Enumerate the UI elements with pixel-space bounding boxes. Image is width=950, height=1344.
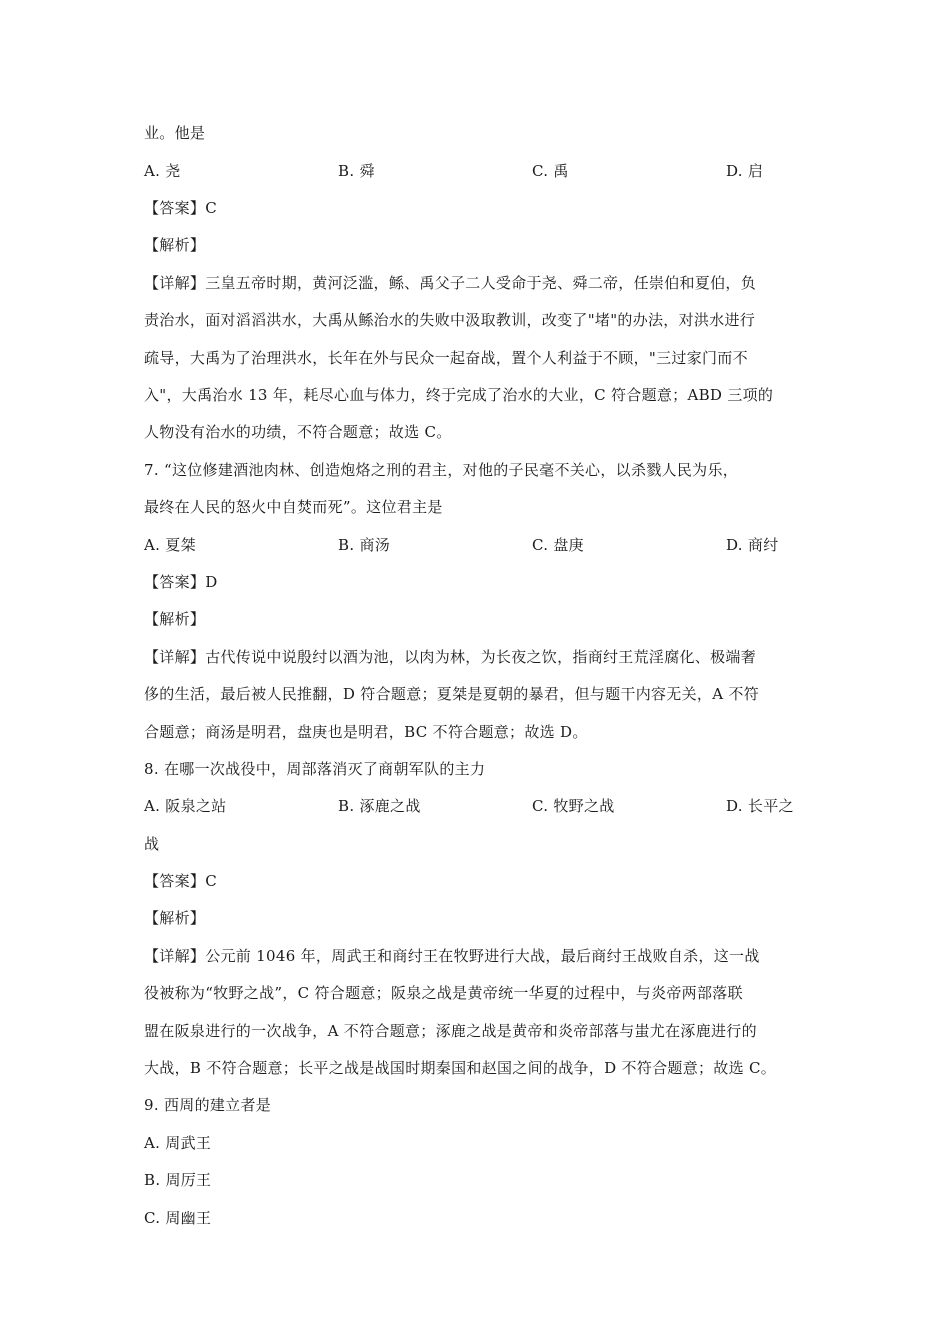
question-7: 7. “这位修建酒池肉林、创造炮烙之刑的君主，对他的子民毫不关心，以杀戮人民为乐， xyxy=(144,461,739,479)
options-row-q6 xyxy=(144,159,814,196)
option-a: A. 阪泉之站 xyxy=(144,797,227,815)
option-b: B. 周厉王 xyxy=(144,1171,212,1189)
text-line: 大战，B 不符合题意；长平之战是战国时期秦国和赵国之间的战争，D 不符合题意；故选 C。 xyxy=(144,1059,777,1077)
answer-line: 【答案】C xyxy=(144,872,217,890)
text-line: 业。他是 xyxy=(144,124,206,142)
analysis-label: 【解析】 xyxy=(144,909,206,927)
text-line: 入"，大禹治水 13 年，耗尽心血与体力，终于完成了治水的大业，C 符合题意；ABD 三项的 xyxy=(144,386,774,404)
text-line: 合题意；商汤是明君，盘庚也是明君，BC 不符合题意；故选 D。 xyxy=(144,723,588,741)
option-d: D. 商纣 xyxy=(726,536,779,554)
text-line: 人物没有治水的功绩，不符合题意；故选 C。 xyxy=(144,423,452,441)
text-line: 疏导，大禹为了治理洪水，长年在外与民众一起奋战，置个人利益于不顾，"三过家门而不 xyxy=(144,349,748,367)
option-b: B. 舜 xyxy=(338,162,375,180)
text-line: 役被称为“牧野之战”，C 符合题意；阪泉之战是黄帝统一华夏的过程中，与炎帝两部落联 xyxy=(144,984,743,1002)
option-c: C. 牧野之战 xyxy=(532,797,615,815)
text-line: 侈的生活，最后被人民推翻，D 符合题意；夏桀是夏朝的暴君，但与题干内容无关，A 不符 xyxy=(144,685,759,703)
question-8: 8. 在哪一次战役中，周部落消灭了商朝军队的主力 xyxy=(144,760,486,778)
option-a: A. 夏桀 xyxy=(144,536,196,554)
question-9: 9. 西周的建立者是 xyxy=(144,1096,272,1114)
option-d: D. 启 xyxy=(726,162,764,180)
option-d: D. 长平之 xyxy=(726,797,794,815)
answer-line: 【答案】D xyxy=(144,573,218,591)
text-line: 最终在人民的怒火中自焚而死”。这位君主是 xyxy=(144,498,443,516)
option-c: C. 禹 xyxy=(532,162,569,180)
option-b: B. 商汤 xyxy=(338,536,391,554)
option-a: A. 周武王 xyxy=(144,1134,212,1152)
text-line: 战 xyxy=(144,835,160,853)
option-b: B. 涿鹿之战 xyxy=(338,797,421,815)
option-c: C. 周幽王 xyxy=(144,1209,212,1227)
text-line: 【详解】公元前 1046 年，周武王和商纣王在牧野进行大战，最后商纣王战败自杀，这一战 xyxy=(144,947,760,965)
answer-line: 【答案】C xyxy=(144,199,217,217)
option-c: C. 盘庚 xyxy=(532,536,584,554)
options-row-q8 xyxy=(144,794,814,831)
text-line: 【详解】古代传说中说殷纣以酒为池，以肉为林，为长夜之饮，指商纣王荒淫腐化、极端奢 xyxy=(144,648,757,666)
option-a: A. 尧 xyxy=(144,162,181,180)
text-line: 【详解】三皇五帝时期，黄河泛滥，鲧、禹父子二人受命于尧、舜二帝，任崇伯和夏伯，负 xyxy=(144,274,757,292)
analysis-label: 【解析】 xyxy=(144,610,206,628)
analysis-label: 【解析】 xyxy=(144,236,206,254)
text-line: 责治水，面对滔滔洪水，大禹从鲧治水的失败中汲取教训，改变了"堵"的办法，对洪水进行 xyxy=(144,311,756,329)
text-line: 盟在阪泉进行的一次战争，A 不符合题意；涿鹿之战是黄帝和炎帝部落与蚩尤在涿鹿进行的 xyxy=(144,1022,757,1040)
options-row-q7 xyxy=(144,533,814,570)
